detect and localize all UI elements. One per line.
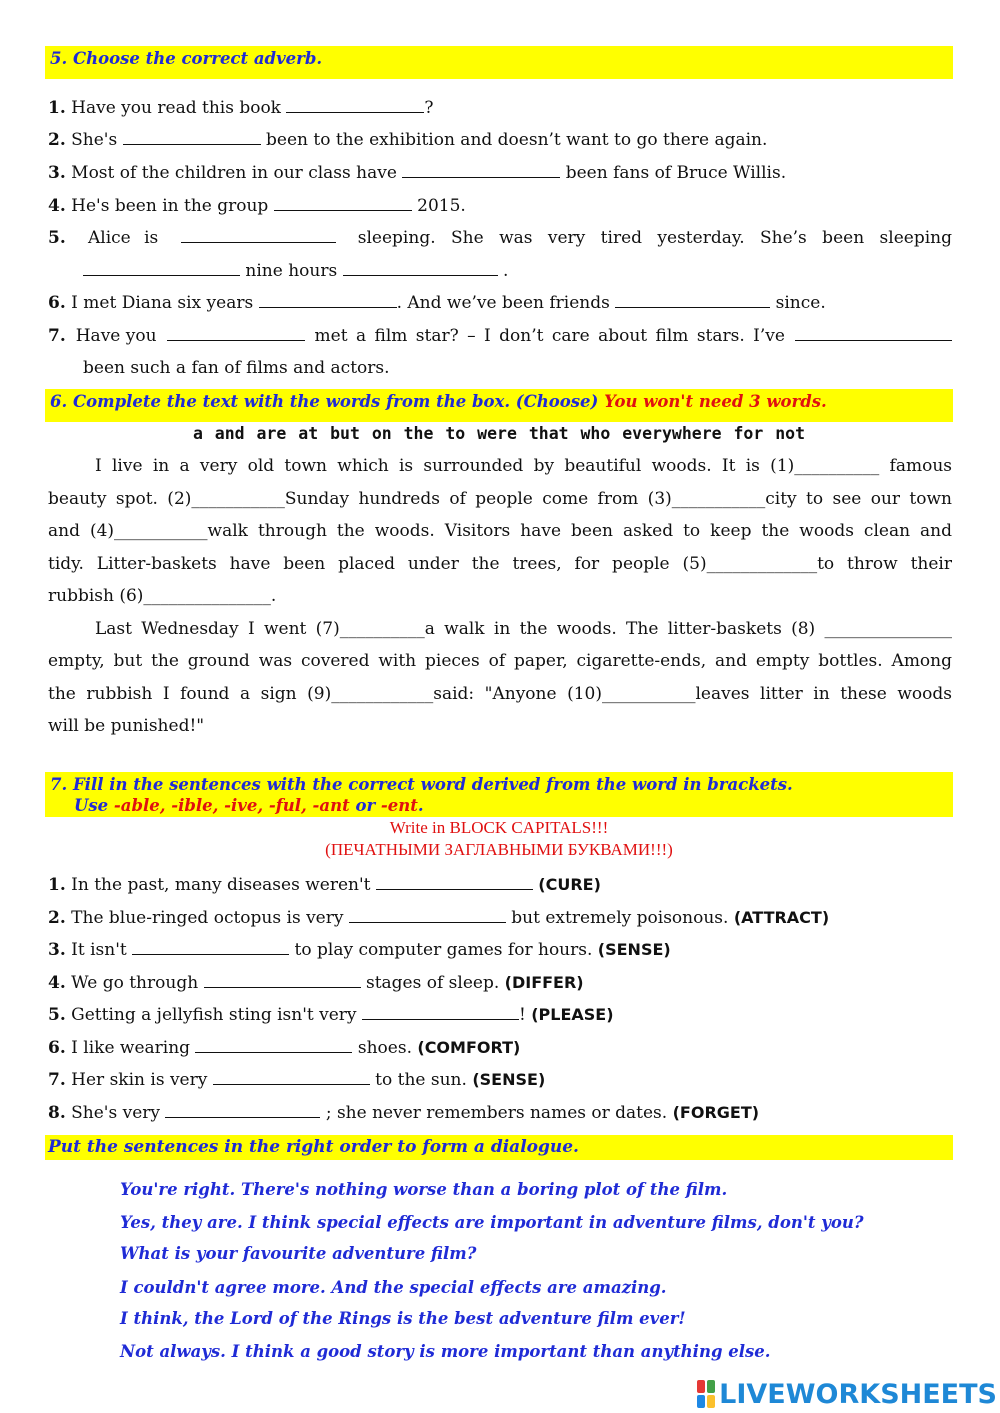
s5-item-5-cont: nine hours . [83, 261, 987, 281]
s7-item-5: 5. Getting a jellyfish sting isn't very ! (PLEASE) [48, 1005, 614, 1025]
section-6-header [45, 389, 953, 422]
answer-blank[interactable] [376, 875, 533, 890]
answer-blank[interactable] [204, 973, 361, 988]
answer-blank[interactable] [132, 940, 289, 955]
logo-square-icon [707, 1395, 715, 1408]
section-5-title: 5. Choose the correct adverb. [50, 49, 323, 68]
s7-item-2: 2. The blue-ringed octopus is very but extremely poisonous. (ATTRACT) [48, 908, 830, 928]
section-7-use-line: Use -able, -ible, -ive, -ful, -ant or -ent. [74, 796, 424, 815]
answer-blank[interactable] [123, 130, 261, 145]
s7-item-4: 4. We go through stages of sleep. (DIFFER) [48, 973, 584, 993]
answer-blank[interactable] [274, 196, 412, 211]
text-line: tidy. Litter-baskets have been placed under the trees, for people (5)_____________to throw their [48, 554, 952, 574]
answer-blank[interactable] [349, 908, 506, 923]
section-7-title: 7. Fill in the sentences with the correct word derived from the word in brackets. [50, 775, 793, 794]
block-capitals-note-ru: (ПЕЧАТНЫМИ ЗАГЛАВНЫМИ БУКВАМИ!!!) [325, 840, 673, 859]
s5-item-5: 5. Alice is sleeping. She was very tired yesterday. She’s been sleeping [48, 228, 952, 248]
liveworksheets-logo [697, 1378, 997, 1410]
s5-item-7: 7. Have you met a film star? – I don’t care about film stars. I’ve [48, 326, 952, 346]
s7-item-7: 7. Her skin is very to the sun. (SENSE) [48, 1070, 546, 1090]
answer-blank[interactable] [343, 261, 498, 276]
text-line: the rubbish I found a sign (9)____________said: "Anyone (10)___________leaves litter in these woods [48, 684, 952, 704]
dialogue-line[interactable]: I couldn't agree more. And the special effects are amazing. [120, 1278, 667, 1297]
text-line: and (4)___________walk through the woods. Visitors have been asked to keep the woods clean and [48, 521, 952, 541]
answer-blank[interactable] [181, 228, 336, 243]
dialogue-line[interactable]: Yes, they are. I think special effects are important in adventure films, don't you? [120, 1213, 864, 1232]
answer-blank[interactable] [165, 1103, 320, 1118]
logo-square-icon [707, 1380, 715, 1393]
dialogue-line[interactable]: What is your favourite adventure film? [120, 1244, 477, 1263]
text-line: will be punished!" [48, 716, 205, 736]
text-line: rubbish (6)_______________. [48, 586, 277, 606]
dialogue-title: Put the sentences in the right order to form a dialogue. [48, 1137, 579, 1157]
answer-blank[interactable] [402, 163, 560, 178]
dialogue-header [45, 1135, 953, 1160]
answer-blank[interactable] [795, 326, 952, 341]
s5-item-6: 6. I met Diana six years . And we’ve been friends since. [48, 293, 826, 313]
answer-blank[interactable] [83, 261, 240, 276]
text-line: beauty spot. (2)___________Sunday hundreds of people come from (3)___________city to see our town [48, 489, 952, 509]
s7-item-8: 8. She's very ; she never remembers names or dates. (FORGET) [48, 1103, 760, 1123]
logo-square-icon [697, 1380, 705, 1393]
text-line: empty, but the ground was covered with pieces of paper, cigarette-ends, and empty bottles. Among [48, 651, 952, 671]
dialogue-line[interactable]: Not always. I think a good story is more important than anything else. [120, 1342, 771, 1361]
answer-blank[interactable] [195, 1038, 352, 1053]
dialogue-line[interactable]: You're right. There's nothing worse than a boring plot of the film. [120, 1180, 728, 1199]
logo-text: LIVEWORKSHEETS [719, 1378, 997, 1410]
answer-blank[interactable] [213, 1070, 370, 1085]
s5-item-4: 4. He's been in the group 2015. [48, 196, 466, 216]
s5-item-7-cont: been such a fan of films and actors. [83, 358, 390, 378]
dialogue-line[interactable]: I think, the Lord of the Rings is the best adventure film ever! [120, 1309, 686, 1328]
text-line: I live in a very old town which is surrounded by beautiful woods. It is (1)__________ famous [95, 456, 952, 476]
s5-item-3: 3. Most of the children in our class have been fans of Bruce Willis. [48, 163, 787, 183]
section-6-title: 6. Complete the text with the words from the box. (Choose) [50, 392, 605, 411]
section-7-header [45, 772, 953, 817]
logo-mark-icon [697, 1380, 715, 1408]
text-line: Last Wednesday I went (7)__________a walk in the woods. The litter-baskets (8) _______________ [95, 619, 952, 639]
answer-blank[interactable] [167, 326, 305, 341]
answer-blank[interactable] [362, 1005, 519, 1020]
answer-blank[interactable] [286, 98, 424, 113]
word-box: a and are at but on the to were that who everywhere for not [192, 424, 806, 443]
section-6-title-red: You won't need 3 words. [604, 392, 827, 411]
answer-blank[interactable] [615, 293, 770, 308]
block-capitals-note: Write in BLOCK CAPITALS!!! [389, 818, 609, 837]
answer-blank[interactable] [259, 293, 397, 308]
s5-item-2: 2. She's been to the exhibition and doesn’t want to go there again. [48, 130, 768, 150]
s7-item-6: 6. I like wearing shoes. (COMFORT) [48, 1038, 521, 1058]
s5-item-1: 1. Have you read this book ? [48, 98, 434, 118]
s7-item-1: 1. In the past, many diseases weren't (CURE) [48, 875, 601, 895]
section-5-header [45, 46, 953, 79]
s7-item-3: 3. It isn't to play computer games for hours. (SENSE) [48, 940, 671, 960]
logo-square-icon [697, 1395, 705, 1408]
